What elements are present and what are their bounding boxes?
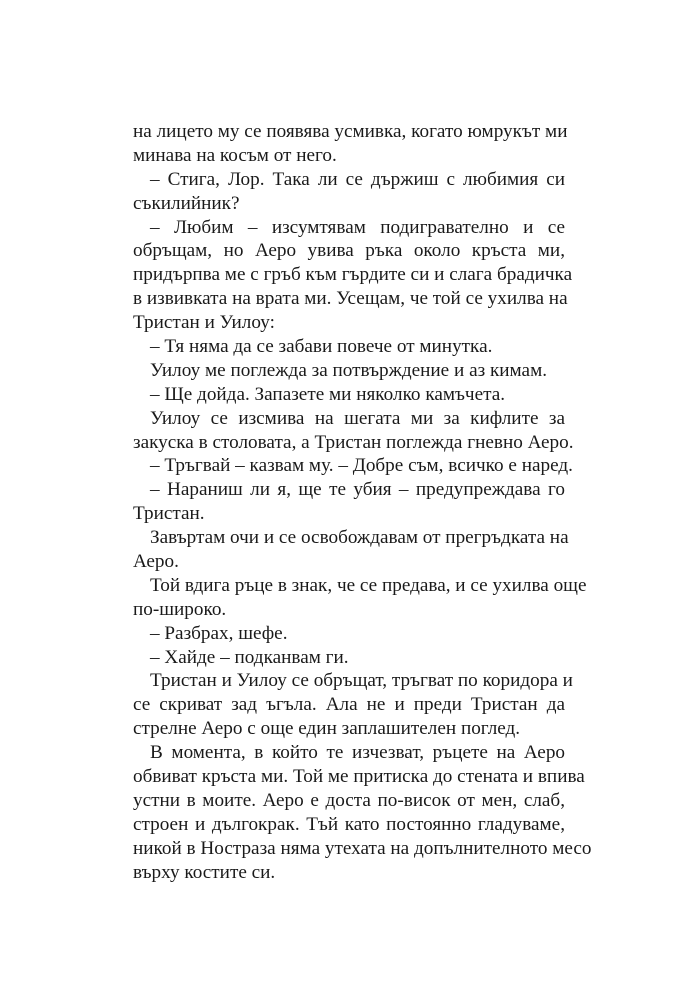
text-line: Тристан и Уилоу: — [133, 312, 275, 334]
text-line: на лицето му се появява усмивка, когато юмрукът ми — [133, 121, 568, 142]
text-line: Завъртам очи и се освобождавам от прегръдката на — [150, 527, 569, 549]
text-line: Аеро. — [133, 551, 179, 573]
text-line: се скриват зад ъгъла. Ала не и преди Тристан да — [133, 694, 565, 716]
text-line: стрелне Аеро с още един заплашителен поглед. — [133, 718, 521, 740]
text-line: В момента, в който те изчезват, ръцете на Аеро — [150, 742, 565, 764]
text-line: минава на косъм от него. — [133, 144, 337, 166]
text-line: закуска в столовата, а Тристан поглежда гневно Аеро. — [133, 431, 574, 453]
text-line: – Стига, Лор. Така ли се държиш с любимия си — [150, 168, 565, 190]
text-line: Тристан и Уилоу се обръщат, тръгват по коридора и — [150, 670, 573, 692]
text-line: съкилийник? — [133, 192, 240, 214]
text-line: обръщам, но Аеро увива ръка около кръста ми, — [133, 240, 565, 262]
text-line: Тристан. — [133, 503, 205, 525]
text-line: – Нараниш ли я, ще те убия – предупреждава го — [150, 479, 565, 501]
text-line: никой в Ностраза няма утехата на допълнителното месо — [133, 837, 592, 859]
body-text — [133, 120, 592, 885]
text-line: – Ще дойда. Запазете ми няколко камъчета. — [150, 383, 506, 405]
text-line: придърпва ме с гръб към гърдите си и слага брадичка — [133, 264, 573, 286]
text-line: в извивката на врата ми. Усещам, че той се ухилва на — [133, 288, 568, 310]
text-line: Той вдига ръце в знак, че се предава, и се ухилва още — [150, 574, 587, 596]
text-line: – Хайде – подканвам ги. — [150, 646, 349, 668]
text-line: строен и дългокрак. Тъй като постоянно гладуваме, — [133, 813, 565, 835]
text-line: обвиват кръста ми. Той ме притиска до стената и впива — [133, 766, 585, 788]
text-line: устни в моите. Аеро е доста по-висок от мен, слаб, — [133, 789, 565, 811]
text-line: Уилоу се изсмива на шегата ми за кифлите за — [150, 407, 565, 429]
text-line: – Тръгвай – казвам му. – Добре съм, всичко е наред. — [150, 455, 573, 477]
text-line: – Тя няма да се забави повече от минутка. — [150, 336, 493, 358]
text-line: Уилоу ме поглежда за потвърждение и аз кимам. — [150, 359, 548, 381]
text-line: върху костите си. — [133, 861, 276, 883]
text-line: – Разбрах, шефе. — [150, 622, 288, 644]
text-line: – Любим – изсумтявам подигравателно и се — [150, 216, 565, 238]
text-line: по-широко. — [133, 598, 227, 620]
